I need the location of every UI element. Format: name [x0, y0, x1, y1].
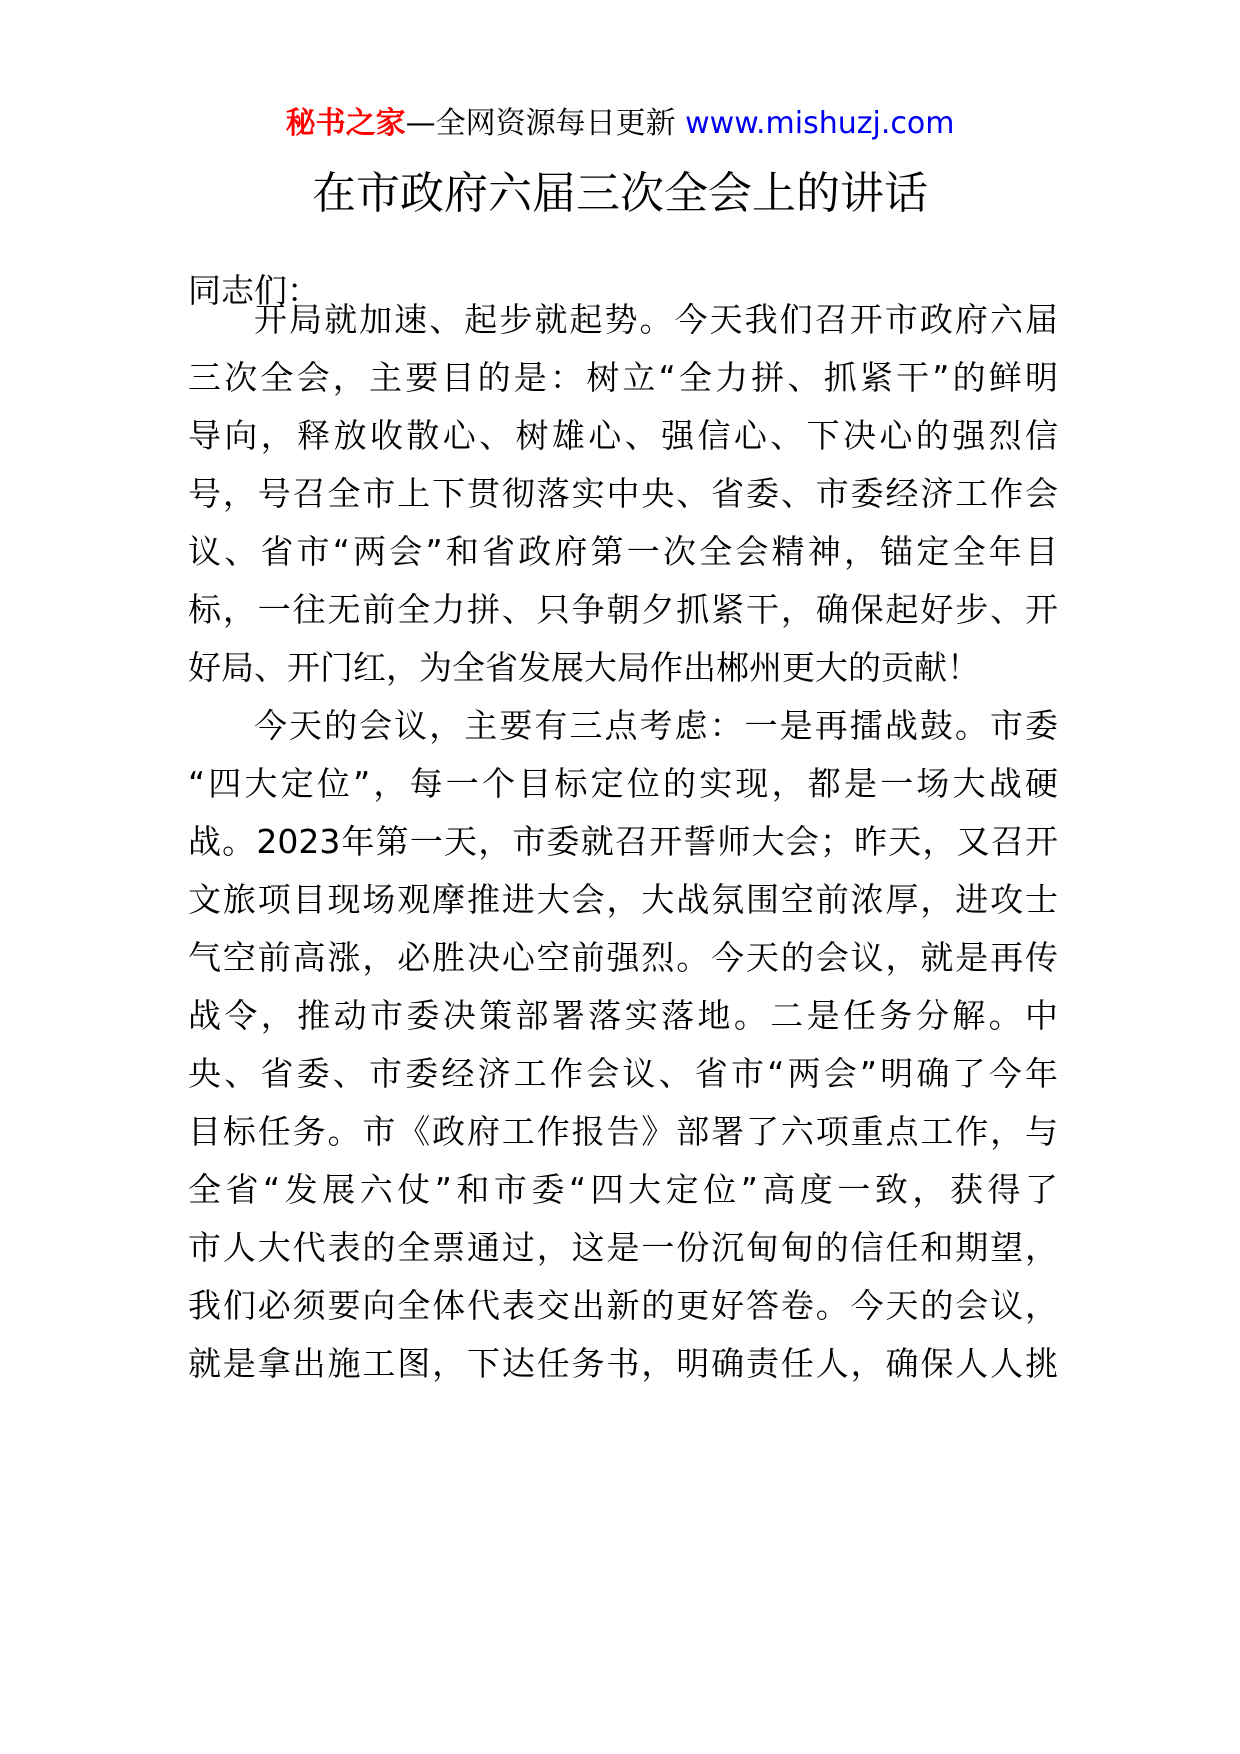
brand-name: 秘书之家 [285, 106, 406, 141]
paragraph-line: 文旅项目现场观摩推进大会，大战氛围空前浓厚，进攻士 [188, 880, 1058, 919]
paragraph-line: 标，一往无前全力拼、只争朝夕抓紧干，确保起好步、开 [188, 590, 1058, 629]
paragraph-line: 气空前高涨，必胜决心空前强烈。今天的会议，就是再传 [188, 938, 1058, 977]
paragraph-line: 战令，推动市委决策部署落实落地。二是任务分解。中 [188, 996, 1058, 1035]
paragraph-line: 开局就加速、起步就起势。今天我们召开市政府六届 [254, 300, 1058, 339]
header-tagline: —全网资源每日更新 [405, 106, 686, 141]
paragraph-line: “四大定位”，每一个目标定位的实现，都是一场大战硬 [188, 764, 1058, 803]
paragraph-line: 号，号召全市上下贯彻落实中央、省委、市委经济工作会 [188, 474, 1058, 513]
paragraph-line: 央、省委、市委经济工作会议、省市“两会”明确了今年 [188, 1054, 1058, 1093]
paragraph-line: 全省“发展六仗”和市委“四大定位”高度一致，获得了 [188, 1170, 1058, 1209]
paragraph-line: 好局、开门红，为全省发展大局作出郴州更大的贡献！ [188, 648, 980, 687]
site-url-link[interactable]: www.mishuzj.com [685, 106, 955, 141]
document-title: 在市政府六届三次全会上的讲话 [312, 168, 928, 219]
paragraph-line: 市人大代表的全票通过，这是一份沉甸甸的信任和期望， [188, 1228, 1058, 1267]
paragraph-line: 三次全会，主要目的是：树立“全力拼、抓紧干”的鲜明 [188, 358, 1058, 397]
paragraph-line: 就是拿出施工图，下达任务书，明确责任人，确保人人挑 [188, 1344, 1058, 1383]
paragraph-line: 目标任务。市《政府工作报告》部署了六项重点工作，与 [188, 1112, 1058, 1151]
site-header [0, 100, 1240, 148]
paragraph-line: 今天的会议，主要有三点考虑：一是再擂战鼓。市委 [254, 706, 1058, 745]
paragraph-line: 议、省市“两会”和省政府第一次全会精神，锚定全年目 [188, 532, 1058, 571]
paragraph-line: 我们必须要向全体代表交出新的更好答卷。今天的会议， [188, 1286, 1058, 1325]
paragraph-line: 战。2023年第一天，市委就召开誓师大会；昨天，又召开 [188, 822, 1058, 861]
salutation: 同志们： [188, 271, 320, 310]
paragraph-line: 导向，释放收散心、树雄心、强信心、下决心的强烈信 [188, 416, 1058, 455]
